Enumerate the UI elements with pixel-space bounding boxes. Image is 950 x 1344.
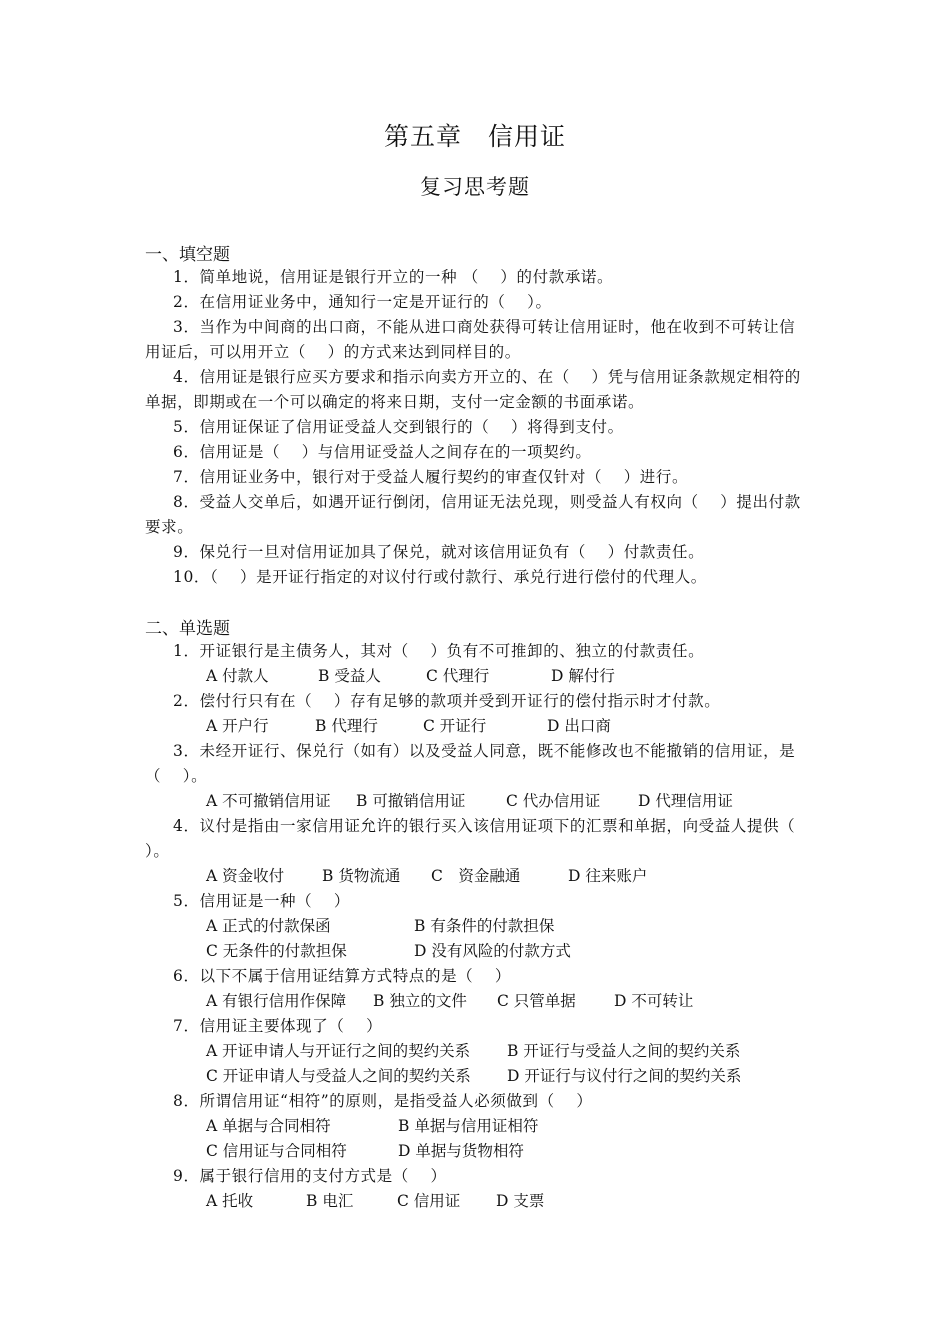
q7-option-b: B 开证行与受益人之间的契约关系 [507,1042,741,1060]
fill-question-7: 7．信用证业务中，银行对于受益人履行契约的审查仅针对（ ）进行。 [173,468,689,486]
q3-option-c: C 代办信用证 [506,792,601,810]
q3-option-a: A 不可撤销信用证 [206,792,331,810]
q6-option-d: D 不可转让 [614,992,694,1010]
choice-question-4: 4．议付是指由一家信用证允许的银行买入该信用证项下的汇票和单据，向受益人提供（ ）。 [145,817,817,860]
q1-option-a: A 付款人 [206,667,269,685]
q7-option-a: A 开证申请人与开证行之间的契约关系 [206,1042,471,1060]
q4-option-d: D 往来账户 [568,867,648,885]
fill-question-5: 5．信用证保证了信用证受益人交到银行的（ ）将得到支付。 [173,418,624,436]
choice-question-3: 3．未经开证行、保兑行（如有）以及受益人同意，既不能修改也不能撤销的信用证，是（ ）。 [145,742,796,785]
q7-option-c: C 开证申请人与受益人之间的契约关系 [206,1067,471,1085]
fill-question-4: 4．信用证是银行应买方要求和指示向卖方开立的、在（ ）凭与信用证条款规定相符的单据，即期或在一个可以确定的将来日期，支付一定金额的书面承诺。 [145,368,801,411]
q5-option-a: A 正式的付款保函 [206,917,331,935]
section-heading-single-choice: 二、单选题 [145,619,230,639]
q9-option-c: C 信用证 [397,1192,461,1210]
fill-question-8: 8．受益人交单后，如遇开证行倒闭，信用证无法兑现，则受益人有权向（ ）提出付款要求。 [145,493,801,536]
fill-question-6: 6．信用证是（ ）与信用证受益人之间存在的一项契约。 [173,443,592,461]
choice-question-8: 8．所谓信用证“相符”的原则，是指受益人必须做到（ ） [173,1092,593,1110]
q8-option-d: D 单据与货物相符 [398,1142,524,1160]
choice-question-7: 7．信用证主要体现了（ ） [173,1017,383,1035]
q3-option-b: B 可撤销信用证 [356,792,466,810]
choice-question-9: 9．属于银行信用的支付方式是（ ） [173,1167,447,1185]
q6-option-a: A 有银行信用作保障 [206,992,347,1010]
chapter-title: 第五章 信用证 [383,122,566,151]
q5-option-d: D 没有风险的付款方式 [414,942,571,960]
q3-option-d: D 代理信用证 [638,792,733,810]
fill-question-10: 10．（ ）是开证行指定的对议付行或付款行、承兑行进行偿付的代理人。 [173,568,707,586]
q9-option-b: B 电汇 [306,1192,354,1210]
q4-option-b: B 货物流通 [322,867,401,885]
q8-option-c: C 信用证与合同相符 [206,1142,347,1160]
fill-question-3: 3．当作为中间商的出口商，不能从进口商处获得可转让信用证时，他在收到不可转让信用证后，可以用开立（ ）的方式来达到同样目的。 [145,318,796,361]
fill-question-1: 1．简单地说，信用证是银行开立的一种 （ ）的付款承诺。 [173,268,614,286]
q2-option-a: A 开户行 [206,717,269,735]
q6-option-b: B 独立的文件 [373,992,467,1010]
choice-question-5: 5．信用证是一种（ ） [173,892,350,910]
fill-question-2: 2．在信用证业务中，通知行一定是开证行的（ ）。 [173,293,552,311]
q2-option-c: C 开证行 [423,717,487,735]
section-heading-fill-in: 一、填空题 [145,245,230,265]
q6-option-c: C 只管单据 [497,992,576,1010]
choice-question-1: 1．开证银行是主债务人，其对（ ）负有不可推卸的、独立的付款责任。 [173,642,705,660]
q9-option-a: A 托收 [206,1192,254,1210]
q4-option-a: A 资金收付 [206,867,285,885]
q8-option-a: A 单据与合同相符 [206,1117,331,1135]
q4-option-c: C 资金融通 [431,867,521,885]
q2-option-b: B 代理行 [315,717,378,735]
q1-option-c: C 代理行 [426,667,490,685]
q5-option-c: C 无条件的付款担保 [206,942,347,960]
q1-option-d: D 解付行 [551,667,615,685]
choice-question-2: 2．偿付行只有在（ ）存有足够的款项并受到开证行的偿付指示时才付款。 [173,692,721,710]
q1-option-b: B 受益人 [318,667,381,685]
q7-option-d: D 开证行与议付行之间的契约关系 [507,1067,742,1085]
q5-option-b: B 有条件的付款担保 [414,917,555,935]
fill-question-9: 9．保兑行一旦对信用证加具了保兑，就对该信用证负有（ ）付款责任。 [173,543,705,561]
chapter-subtitle: 复习思考题 [420,175,530,199]
q2-option-d: D 出口商 [547,717,611,735]
q8-option-b: B 单据与信用证相符 [398,1117,539,1135]
choice-question-6: 6．以下不属于信用证结算方式特点的是（ ） [173,967,511,985]
q9-option-d: D 支票 [496,1192,545,1210]
